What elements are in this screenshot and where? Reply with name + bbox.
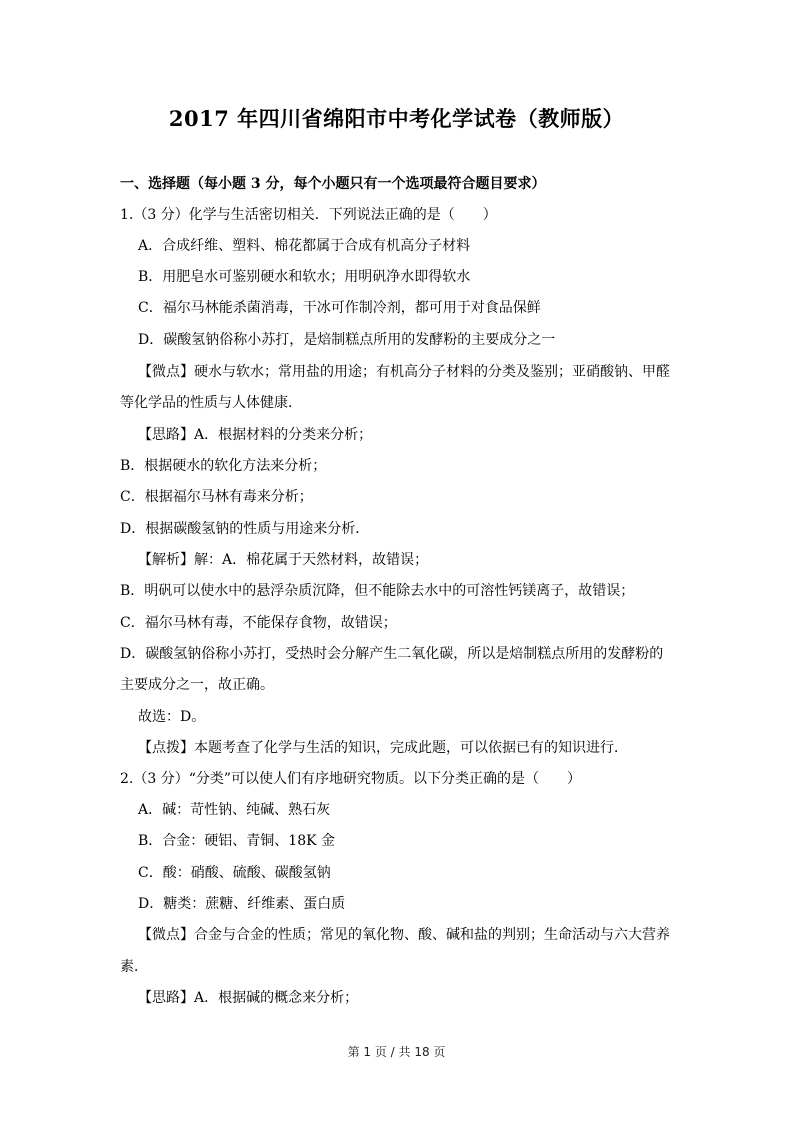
question-2-option-d: D．糖类：蔗糖、纤维素、蛋白质 <box>138 896 346 912</box>
question-2-stem: 2.（3 分）“分类”可以使人们有序地研究物质。以下分类正确的是（ ） <box>120 771 582 787</box>
section-heading: 一、选择题（每小题 3 分，每个小题只有一个选项最符合题目要求） <box>120 176 546 192</box>
question-2-option-b: B．合金：硬铝、青铜、18K 金 <box>138 833 336 849</box>
question-2-option-c: C．酸：硝酸、硫酸、碳酸氢钠 <box>138 865 331 881</box>
page-footer: 第 1 页 / 共 18 页 <box>347 1045 446 1059</box>
question-1-silu-b: B．根据硬水的软化方法来分析； <box>120 458 327 474</box>
question-1-jiexi-c: C．福尔马林有毒，不能保存食物，故错误； <box>120 615 397 631</box>
page-title: 2017 年四川省绵阳市中考化学试卷（教师版） <box>168 106 625 131</box>
question-1-option-b: B．用肥皂水可鉴别硬水和软水；用明矾净水即得软水 <box>138 269 471 285</box>
question-1-option-d: D．碳酸氢钠俗称小苏打，是焙制糕点所用的发酵粉的主要成分之一 <box>138 332 556 348</box>
question-1-weidian-cont: 等化学品的性质与人体健康． <box>120 395 302 411</box>
question-1-stem: 1.（3 分）化学与生活密切相关．下列说法正确的是（ ） <box>120 207 497 223</box>
question-1-answer: 故选：D。 <box>138 709 206 725</box>
question-2-weidian: 【微点】合金与合金的性质；常见的氧化物、酸、碱和盐的判别；生命活动与六大营养 <box>138 927 670 943</box>
question-1-weidian: 【微点】硬水与软水；常用盐的用途；有机高分子材料的分类及鉴别；亚硝酸钠、甲醛 <box>138 364 670 380</box>
question-1-jiexi-b: B．明矾可以使水中的悬浮杂质沉降，但不能除去水中的可溶性钙镁离子，故错误； <box>120 583 635 599</box>
question-1-silu: 【思路】A．根据材料的分类来分析； <box>138 427 373 443</box>
question-1-dianbo: 【点拨】本题考查了化学与生活的知识，完成此题，可以依据已有的知识进行． <box>138 740 628 756</box>
question-1-jiexi: 【解析】解：A．棉花属于天然材料，故错误； <box>138 552 429 568</box>
question-1-jiexi-d: D．碳酸氢钠俗称小苏打，受热时会分解产生二氧化碳，所以是焙制糕点所用的发酵粉的 <box>120 646 664 662</box>
question-1-silu-c: C．根据福尔马林有毒来分析； <box>120 489 313 505</box>
question-2-silu: 【思路】A．根据碱的概念来分析； <box>138 990 359 1006</box>
question-1-option-a: A．合成纤维、塑料、棉花都属于合成有机高分子材料 <box>138 238 471 254</box>
question-2-option-a: A．碱：苛性钠、纯碱、熟石灰 <box>138 802 331 818</box>
question-2-weidian-cont: 素． <box>120 959 148 975</box>
question-1-option-c: C．福尔马林能杀菌消毒，干冰可作制冷剂，都可用于对食品保鲜 <box>138 300 541 316</box>
question-1-silu-d: D．根据碳酸氢钠的性质与用途来分析． <box>120 521 370 537</box>
question-1-jiexi-d-cont: 主要成分之一，故正确。 <box>120 677 274 693</box>
